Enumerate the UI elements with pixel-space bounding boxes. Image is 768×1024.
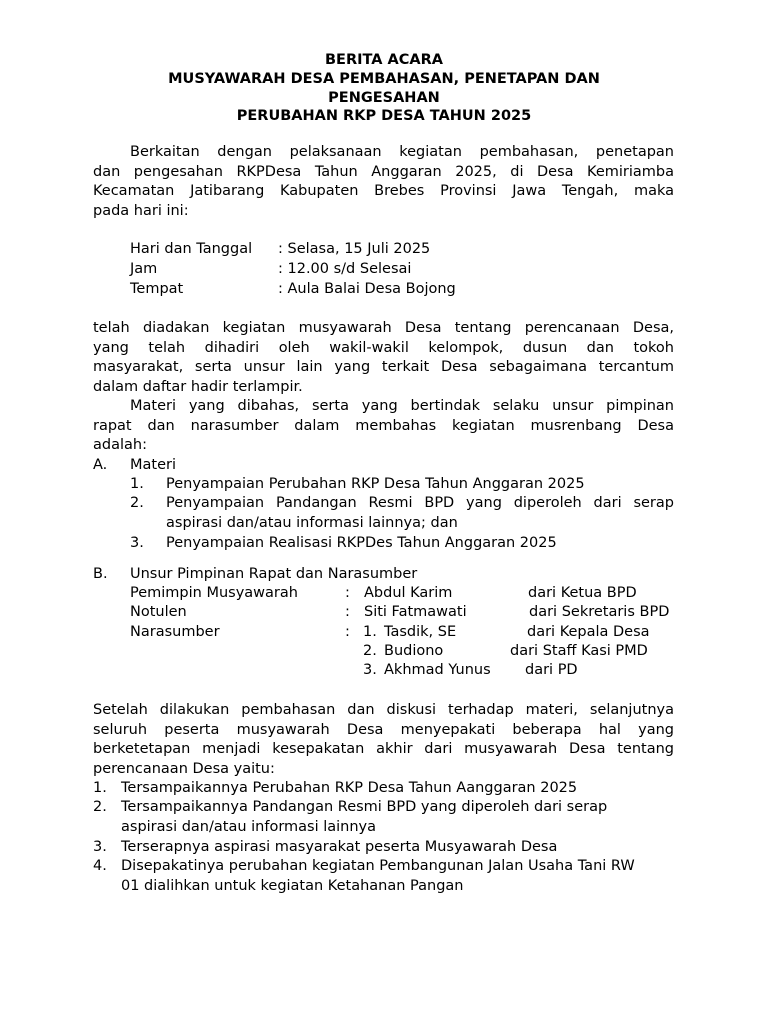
doc-title: BERITA ACARA: [324, 52, 444, 68]
speaker-name: Budiono: [384, 643, 444, 659]
role-origin: dari Ketua BPD: [528, 585, 637, 601]
body-line: yang telah dihadiri oleh wakil-wakil kelompok, dusun dan tokoh: [93, 339, 674, 356]
section-a-item-text: Penyampaian Pandangan Resmi BPD yang diperoleh dari serap: [166, 495, 674, 511]
result-number: 3.: [93, 839, 107, 855]
body-line: telah diadakan kegiatan musyawarah Desa tentang perencanaan Desa,: [93, 320, 674, 336]
role-colon: :: [345, 604, 350, 620]
body-line: Materi yang dibahas, serta yang bertindak selaku unsur pimpinan: [130, 398, 674, 414]
result-text-continued: aspirasi dan/atau informasi lainnya: [121, 819, 377, 835]
result-number: 2.: [93, 799, 107, 815]
section-b-heading: Unsur Pimpinan Rapat dan Narasumber: [130, 566, 418, 582]
result-text: Tersampaikannya Pandangan Resmi BPD yang diperoleh dari serap: [121, 799, 608, 815]
speaker-origin: dari Staff Kasi PMD: [510, 643, 648, 659]
doc-subtitle-line3: PERUBAHAN RKP DESA TAHUN 2025: [236, 108, 532, 124]
intro-line: Berkaitan dengan pelaksanaan kegiatan pembahasan, penetapan: [130, 144, 674, 160]
result-number: 1.: [93, 780, 107, 796]
section-a-item-number: 1.: [130, 476, 144, 492]
schedule-day-label: Hari dan Tanggal: [130, 241, 253, 257]
result-text: Tersampaikannya Perubahan RKP Desa Tahun Aanggaran 2025: [121, 780, 578, 796]
doc-subtitle-line2: PENGESAHAN: [328, 90, 440, 106]
schedule-place-value: : Aula Balai Desa Bojong: [278, 281, 456, 297]
role-name: Siti Fatmawati: [364, 604, 467, 620]
section-a-item-text-continued: aspirasi dan/atau informasi lainnya; dan: [166, 515, 458, 531]
intro-line: pada hari ini:: [93, 202, 189, 219]
role-label: Pemimpin Musyawarah: [130, 585, 298, 601]
schedule-place-label: Tempat: [130, 281, 184, 297]
schedule-time-label: Jam: [130, 261, 158, 277]
speaker-number: 3.: [363, 662, 377, 678]
section-a-item-text: Penyampaian Realisasi RKPDes Tahun Anggaran 2025: [166, 535, 557, 551]
section-a-item-text: Penyampaian Perubahan RKP Desa Tahun Anggaran 2025: [166, 476, 585, 492]
intro-line: Kecamatan Jatibarang Kabupaten Brebes Provinsi Jawa Tengah, maka: [93, 183, 674, 199]
role-origin: dari Sekretaris BPD: [529, 604, 670, 620]
section-a-heading: Materi: [130, 457, 176, 473]
speaker-origin: dari Kepala Desa: [527, 624, 650, 640]
result-text: Disepakatinya perubahan kegiatan Pembangunan Jalan Usaha Tani RW: [121, 858, 635, 874]
speaker-name: Akhmad Yunus: [384, 662, 491, 678]
speaker-origin: dari PD: [525, 662, 578, 678]
role-colon: :: [345, 585, 350, 601]
intro-line: dan pengesahan RKPDesa Tahun Anggaran 2025, di Desa Kemiriamba: [93, 163, 674, 180]
section-a-item-number: 2.: [130, 495, 144, 511]
role-label: Notulen: [130, 604, 187, 620]
result-text-continued: 01 dialihkan untuk kegiatan Ketahanan Pangan: [121, 878, 464, 894]
body-line: rapat dan narasumber dalam membahas kegiatan musrenbang Desa: [93, 417, 674, 434]
section-b-marker: B.: [93, 566, 108, 582]
speakers-label: Narasumber: [130, 624, 220, 640]
result-number: 4.: [93, 858, 107, 874]
role-name: Abdul Karim: [364, 585, 453, 601]
body-line: adalah:: [93, 437, 147, 453]
speaker-number: 2.: [363, 643, 377, 659]
body-line: dalam daftar hadir terlampir.: [93, 378, 303, 395]
section-a-item-number: 3.: [130, 535, 144, 551]
conclusion-line: berketetapan menjadi kesepakatan akhir dari musyawarah Desa tentang: [93, 741, 674, 757]
intro-paragraph: [93, 143, 674, 221]
schedule-day-value: : Selasa, 15 Juli 2025: [278, 241, 431, 257]
section-a-marker: A.: [93, 457, 108, 473]
conclusion-line: perencanaan Desa yaitu:: [93, 760, 275, 777]
body-line: masyarakat, serta unsur lain yang terkait Desa sebagaimana tercantum: [93, 359, 674, 375]
conclusion-line: seluruh peserta musyawarah Desa menyepakati beberapa hal yang: [93, 721, 674, 738]
conclusion-paragraph: [93, 701, 674, 779]
doc-subtitle-line1: MUSYAWARAH DESA PEMBAHASAN, PENETAPAN DAN: [168, 71, 600, 87]
conclusion-line: Setelah dilakukan pembahasan dan diskusi terhadap materi, selanjutnya: [93, 702, 674, 718]
speaker-name: Tasdik, SE: [384, 624, 457, 640]
speaker-number: 1.: [363, 624, 377, 640]
speakers-colon: :: [345, 624, 350, 640]
body-paragraph-2: [93, 397, 674, 456]
body-paragraph-1: [93, 319, 674, 397]
result-text: Terserapnya aspirasi masyarakat peserta Musyawarah Desa: [121, 839, 558, 855]
schedule-time-value: : 12.00 s/d Selesai: [278, 261, 412, 277]
